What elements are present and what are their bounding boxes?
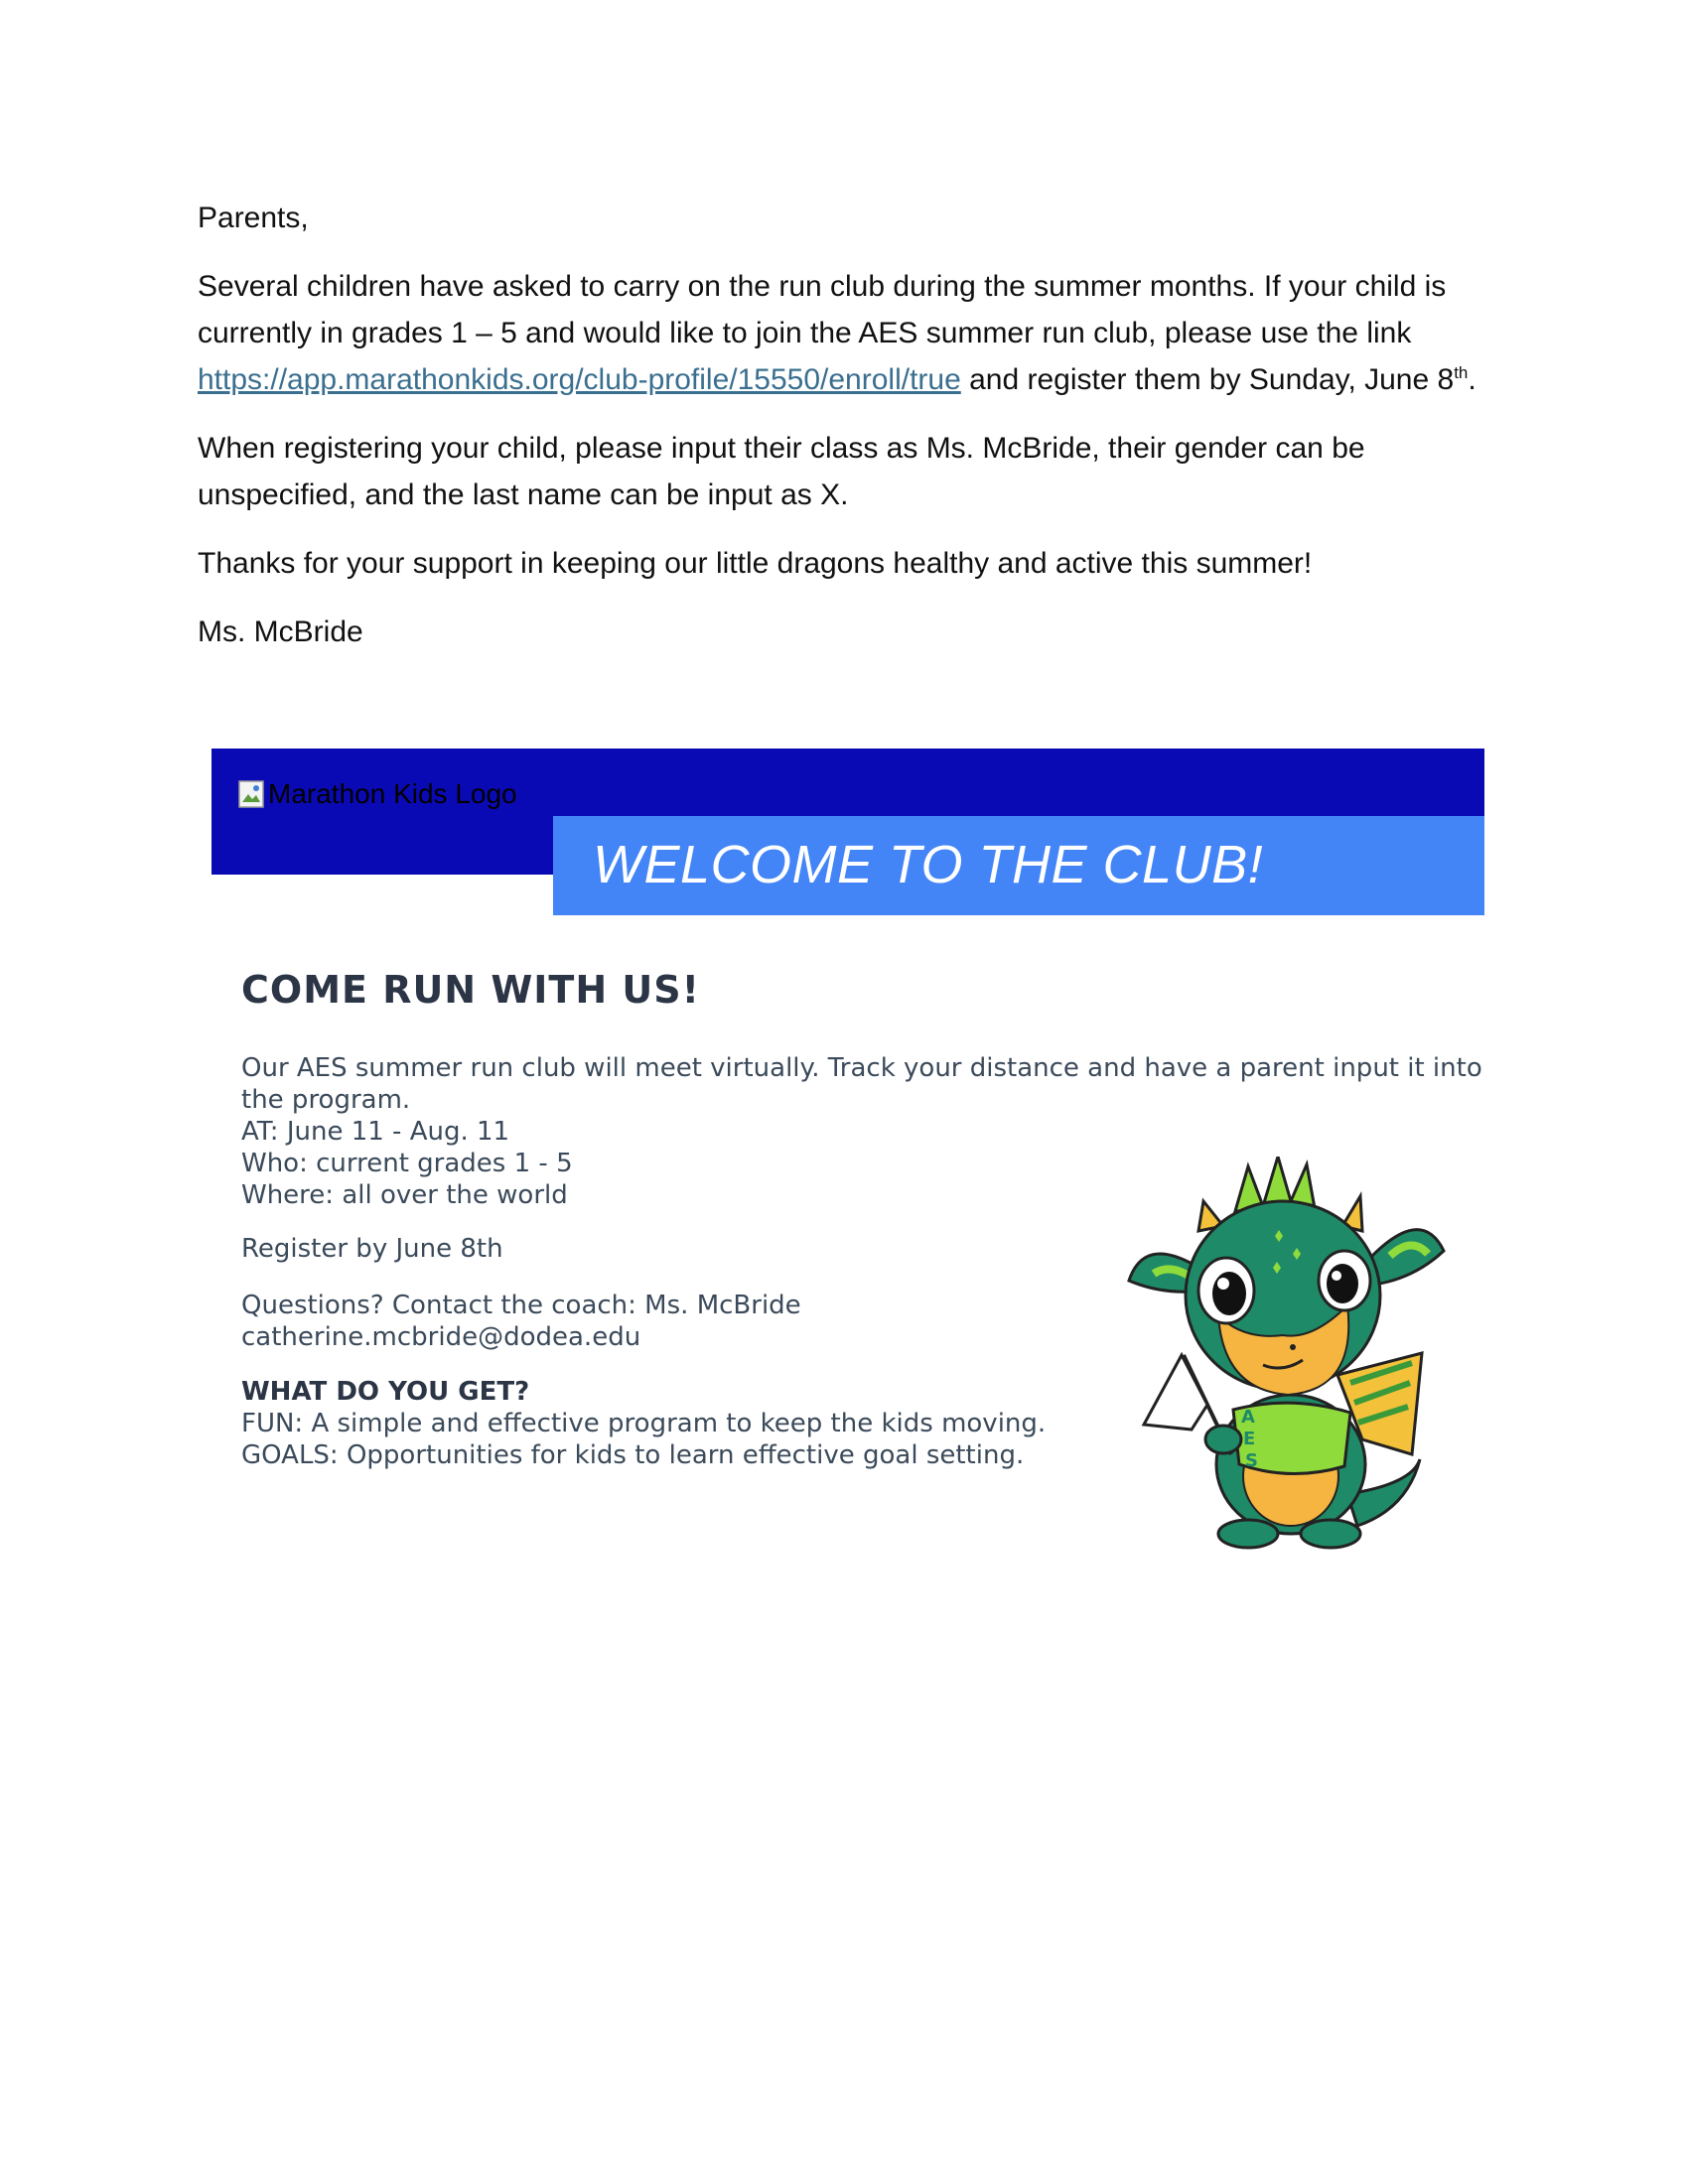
paragraph-text: and register them by Sunday, June 8 — [960, 363, 1455, 396]
paragraph-thanks: Thanks for your support in keeping our little dragons healthy and active this summer! — [198, 547, 1313, 580]
contact-info — [241, 1290, 1036, 1353]
contact-coach: Questions? Contact the coach: Ms. McBride — [241, 1291, 801, 1320]
register-deadline: Register by June 8th — [241, 1234, 503, 1264]
benefits-heading: WHAT DO YOU GET? — [241, 1377, 530, 1407]
club-dates: AT: June 11 - Aug. 11 — [241, 1117, 510, 1147]
broken-image-icon — [238, 780, 264, 808]
letter-body — [198, 195, 1498, 677]
benefit-goals: GOALS: Opportunities for kids to learn effective goal setting. — [241, 1440, 1025, 1470]
paragraph-text: Several children have asked to carry on the run club during the summer months. If your child is currently in grades 1 – 5 and would like to join the AES summer run club, please use the link — [198, 270, 1447, 349]
signature: Ms. McBride — [198, 615, 363, 648]
club-info — [241, 968, 1482, 1470]
club-intro: Our AES summer run club will meet virtually. Track your distance and have a parent input it into the program. — [241, 1053, 1482, 1115]
welcome-box — [553, 816, 1484, 915]
dragon-mascot-icon — [1124, 1157, 1450, 1554]
logo-alt-text: Marathon Kids Logo — [268, 778, 517, 809]
club-who: Who: current grades 1 - 5 — [241, 1149, 573, 1178]
svg-text:S: S — [1245, 1450, 1258, 1471]
paragraph-instructions: When registering your child, please input their class as Ms. McBride, their gender can be unspecified, and the last name can be input as X. — [198, 432, 1365, 511]
welcome-title: WELCOME TO THE CLUB! — [593, 835, 1264, 894]
marathon-kids-logo — [238, 776, 517, 812]
greeting: Parents, — [198, 202, 309, 234]
paragraph-text: . — [1468, 363, 1477, 396]
shirt-text: A — [1241, 1407, 1255, 1428]
svg-text:E: E — [1243, 1429, 1256, 1449]
contact-email: catherine.mcbride@dodea.edu — [241, 1322, 641, 1352]
ordinal-suffix: th — [1454, 363, 1469, 382]
benefits — [241, 1376, 1135, 1471]
club-heading: COME RUN WITH US! — [241, 968, 700, 1012]
benefit-fun: FUN: A simple and effective program to keep the kids moving. — [241, 1409, 1047, 1438]
enroll-link[interactable]: https://app.marathonkids.org/club-profile/15550/enroll/true — [198, 363, 961, 396]
welcome-banner — [211, 749, 1484, 915]
paragraph-registration — [198, 263, 1498, 403]
club-where: Where: all over the world — [241, 1180, 568, 1210]
